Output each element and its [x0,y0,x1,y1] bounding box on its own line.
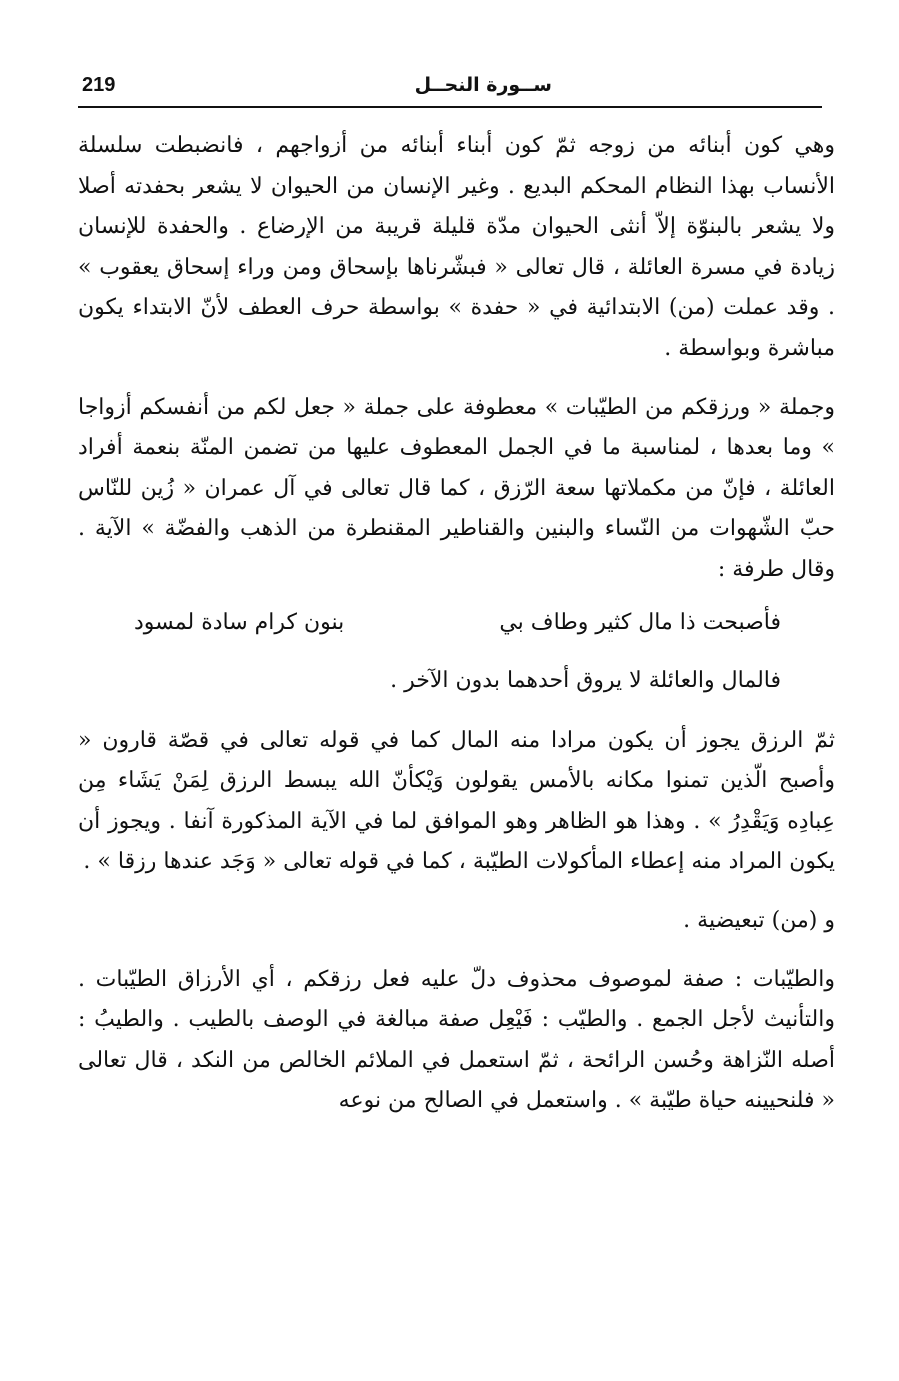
poem-hemistich-first: فأصبحت ذا مال كثير وطاف بي [499,609,781,635]
page-number: 219 [82,74,116,96]
poem-verse [78,603,835,715]
page-body [78,126,835,1122]
paragraph-hafada: وهي كون أبنائه من زوجه ثمّ كون أبناء أبنائه من أزواجهم ، فانضبطت سلسلة الأنساب بهذا النظام المحكم البديع . وغير الإنسان من الحيوان لا يشعر بحفدته أصلا ولا يشعر بالبنوّة إلاّ أنثى الحيوان مدّة قليلة قريبة من الإرضاع . والحفدة للإنسان زيادة في مسرة العائلة ، قال تعالى « فبشّرناها بإسحاق ومن وراء إسحاق يعقوب » . وقد عملت (من) الابتدائية في « حفدة » بواسطة حرف العطف لأنّ الابتداء يكون مباشرة وبواسطة . [78,133,835,361]
paragraph-rizq-meaning: ثمّ الرزق يجوز أن يكون مرادا منه المال كما في قوله تعالى في قصّة قارون « وأصبح الّذين تمنوا مكانه بالأمس يقولون وَيْكأنّ الله يبسط الرزق لِمَنْ يَشَاء مِن عِبادِه وَيَقْدِرُ » . وهذا هو الظاهر وهو الموافق لما في الآية المذكورة آنفا . ويجوز أن يكون المراد منه إعطاء المأكولات الطيّبة ، كما في قوله تعالى « وَجَد عندها رزقا » . [78,727,835,875]
paragraph-tayyibat: والطيّبات : صفة لموصوف محذوف دلّ عليه فعل رزقكم ، أي الأرزاق الطيّبات . والتأنيث لأجل الجمع . والطيّب : فَيْعِل صفة مبالغة في الوصف بالطيب . والطيبُ : أصله النّزاهة وحُسن الرائحة ، ثمّ استعمل في الملائم الخالص من النكد ، قال تعالى « فلنحيينه حياة طيّبة » . واستعمل في الصالح من نوعه [78,966,835,1114]
page-header [78,72,822,108]
poem-hemistich-second: بنون كرام سادة لمسود [134,609,345,635]
poem-commentary: فالمال والعائلة لا يروق أحدهما بدون الآخر . [390,667,781,693]
paragraph-rizq-sentence: وجملة « ورزقكم من الطيّبات » معطوفة على جملة « جعل لكم من أنفسكم أزواجا » وما بعدها ، لمناسبة ما في الجمل المعطوف عليها من تضمن المنّة بنعمة أفراد العائلة ، فإنّ من مكملاتها سعة الرّزق ، كما قال تعالى في آل عمران « زُين للنّاس حبّ الشّهوات من النّساء والبنين والقناطير المقنطرة من الذهب والفضّة » الآية . وقال طرفة : [78,394,835,582]
paragraph-min-partitive: و (من) تبعيضية . [683,907,835,933]
surah-title: ســورة النحــل [414,74,552,96]
